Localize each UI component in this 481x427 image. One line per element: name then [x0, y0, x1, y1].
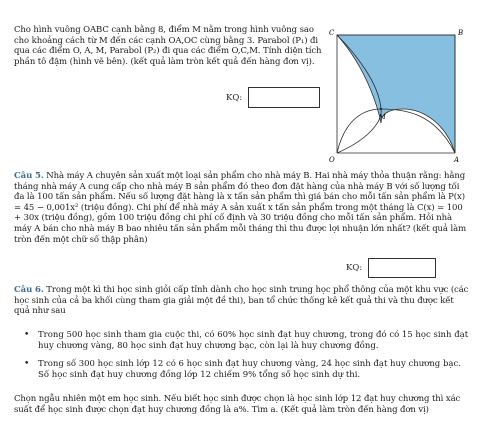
label-o: O	[329, 156, 335, 164]
answer-label-1: KQ:	[226, 92, 243, 103]
question-6-number: Câu 6.	[14, 285, 44, 295]
bullet-text: Trong số 300 học sinh lớp 12 có 6 học sinh đạt huy chương vàng, 24 học sinh đạt huy chương bạc. Số học sinh đạt huy chương đồng lớp 12 chiếm 9% tổng số học sinh dự thi.	[38, 359, 461, 380]
question-5-text: Nhà máy A chuyên sản xuất một loại sản phẩm cho nhà máy B. Hai nhà máy thỏa thuận rằng: hằng tháng nhà máy A cung cấp cho nhà máy B sản phẩm đó theo đơn đặt hàng của nhà máy B với số lượng tối đa là 100 tấn sản phẩm. Nếu số lượng đặt hàng là x tấn sản phẩm thì giá bán cho mỗi tấn sản phẩm là P(x) = 45 − 0,001x² (triệu đồng). Chi phí để nhà máy A sản xuất x tấn sản phẩm trong một tháng là C(x) = 100 + 30x (triệu đồng), gồm 100 triệu đồng chi phí cố định và 30 triệu đồng cho mỗi tấn sản phẩm. Hỏi nhà máy A bán cho nhà máy B bao nhiêu tấn sản phẩm mỗi tháng thì thu được lợi nhuận lớn nhất? (kết quả làm tròn đến một chữ số thập phân)	[14, 171, 467, 245]
label-m: M	[379, 113, 386, 121]
question-6	[14, 285, 470, 317]
question-6-final: Chọn ngẫu nhiên một em học sinh. Nếu biết học sinh được chọn là học sinh lớp 12 đạt huy chương thì xác suất để học sinh được chọn đạt huy chương đồng là a%. Tìm a. (Kết quả làm tròn đến hàng đơn vị)	[14, 394, 461, 415]
label-b: B	[458, 29, 464, 37]
point-m	[380, 108, 382, 110]
problem-intro-text: Cho hình vuông OABC cạnh bằng 8, điểm M nằm trong hình vuông sao cho khoảng cách từ M đến các cạnh OA,OC cùng bằng 3. Parabol (P₁) đi qua các điểm O, A, M, Parabol (P₂) đi qua các điểm O,C,M. Tính diện tích phần tô đậm (hình vẽ bên). (kết quả làm tròn kết quả đến hàng đơn vị).	[14, 25, 322, 67]
bullet-item	[24, 359, 470, 380]
question-5	[14, 171, 470, 245]
question-5-number: Câu 5.	[14, 171, 44, 181]
label-c: C	[329, 29, 335, 37]
bullet-item	[24, 330, 470, 351]
bullet-dot: •	[24, 359, 30, 370]
answer-label-2: KQ:	[346, 263, 363, 273]
answer-input-2[interactable]	[368, 258, 436, 278]
shaded-region	[337, 35, 455, 153]
question-6-text: Trong một kì thi học sinh giỏi cấp tỉnh dành cho học sinh trung học phổ thông của một khu vực (các học sinh của cả ba khối cùng tham gia giải một đề thi), ban tổ chức thống kê kết quả thi và thu được kết quả như sau	[14, 285, 469, 317]
question-6-bullets	[24, 330, 470, 388]
parabola-square-figure	[325, 23, 475, 168]
bullet-dot: •	[24, 330, 30, 340]
label-a: A	[454, 156, 460, 164]
answer-input-1[interactable]	[248, 87, 320, 108]
bullet-text: Trong 500 học sinh tham gia cuộc thi, có 60% học sinh đạt huy chương, trong đó có 15 học sinh đạt huy chương vàng, 80 học sinh đạt huy chương bạc, còn lại là huy chương đồng.	[38, 330, 469, 351]
answer-row-1	[226, 87, 320, 108]
answer-row-2	[346, 258, 436, 278]
